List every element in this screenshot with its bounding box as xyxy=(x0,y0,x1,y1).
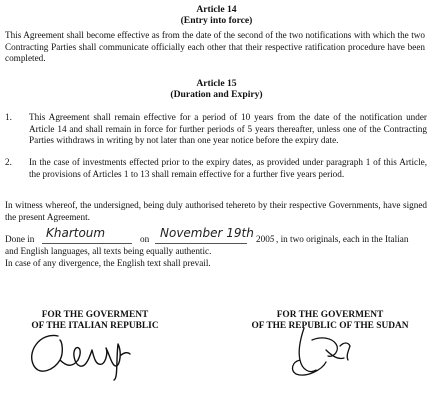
article-15-title: Article 15 xyxy=(196,78,237,89)
done-line-3: In case of any divergence, the English text shall prevail. xyxy=(5,258,211,268)
article-14-title: Article 14 xyxy=(196,4,237,15)
article-15-subtitle: (Duration and Expiry) xyxy=(170,89,263,100)
left-signatory-line-1: FOR THE GOVERMENT xyxy=(41,310,149,320)
date-fill-line xyxy=(155,243,247,244)
right-signature xyxy=(282,320,372,380)
item-2-text: In the case of investments effected prior to the expiry dates, as provided under paragraph 1 of this Article, the provisions of Articles 1 to 13 shall remain effective for a further five years period. xyxy=(29,157,427,179)
item-1-number: 1. xyxy=(5,112,12,122)
article-14-subtitle: (Entry into force) xyxy=(180,15,253,26)
left-signatory-line-2: OF THE ITALIAN REPUBLIC xyxy=(31,321,159,331)
done-year-digit: 5 xyxy=(269,234,275,244)
left-signature xyxy=(20,322,140,382)
item-2-number: 2. xyxy=(5,157,12,167)
item-1-text: This Agreement shall remain effective for a period of 10 years from the date of the notification under Article 14 and shall remain in force for further periods of 5 years thereafter, unless one of the Contracting Parties withdraws in writing by not later than one year notice before the expiry date. xyxy=(29,112,427,146)
done-suffix: , in two originals, each in the Italian xyxy=(276,234,409,244)
done-on: on xyxy=(140,234,150,244)
done-prefix: Done in xyxy=(5,234,35,244)
right-signatory-line-1: FOR THE GOVERMENT xyxy=(276,310,384,320)
done-place: Khartoum xyxy=(46,226,106,240)
article-14-text: This Agreement shall become effective as from the date of the second of the two notifications with which the two Contracting Parties shall communicate officially each other that their respective ratification procedure have been completed. xyxy=(5,30,425,64)
done-line-2: and English languages, all texts being equally authentic. xyxy=(5,246,212,256)
right-signatory-line-2: OF THE REPUBLIC OF THE SUDAN xyxy=(251,321,409,331)
place-fill-line xyxy=(42,243,132,244)
done-date: November 19th xyxy=(160,226,254,240)
done-year: 2005 xyxy=(256,234,275,244)
witness-text: In witness whereof, the undersigned, being duly authorised tehereto by their respective Governments, have signed the present Agreement. xyxy=(5,200,427,222)
